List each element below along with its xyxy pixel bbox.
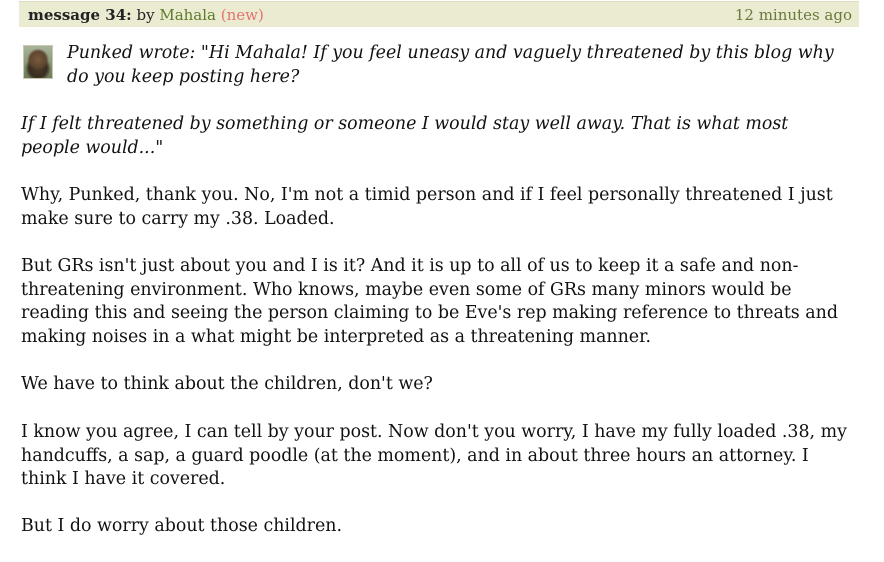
author-link[interactable]: Mahala <box>159 6 216 24</box>
post-paragraph: But GRs isn't just about you and I is it? And it is up to all of us to keep it a safe and non-threatening environment. Who knows, maybe even some of GRs many minors would be reading this and seeing the person claiming to be Eve's rep making reference to threats and making noises in a what might be interpreted as a threatening manner. <box>21 256 838 347</box>
post-paragraph: But I do worry about those children. <box>21 516 342 536</box>
message-number: message 34: <box>28 6 132 24</box>
post-paragraph: We have to think about the children, don't we? <box>21 374 433 394</box>
quote-text-first: Punked wrote: "Hi Mahala! If you feel uneasy and vaguely threatened by this blog why do you keep posting here? <box>67 43 834 87</box>
message-meta <box>28 2 264 28</box>
post-paragraph: Why, Punked, thank you. No, I'm not a timid person and if I feel personally threatened I just make sure to carry my .38. Loaded. <box>21 185 833 229</box>
new-badge: (new) <box>220 6 264 24</box>
post-paragraph: I know you agree, I can tell by your post. Now don't you worry, I have my fully loaded .38, my handcuffs, a sap, a guard poodle (at the moment), and in about three hours an attorney. I think I have it covered. <box>21 422 847 489</box>
avatar[interactable] <box>23 45 53 79</box>
quote-text-second: If I felt threatened by something or someone I would stay well away. That is what most people would..." <box>21 114 789 158</box>
message-header <box>19 1 859 27</box>
timestamp: 12 minutes ago <box>734 6 852 24</box>
by-label: by <box>136 6 155 24</box>
